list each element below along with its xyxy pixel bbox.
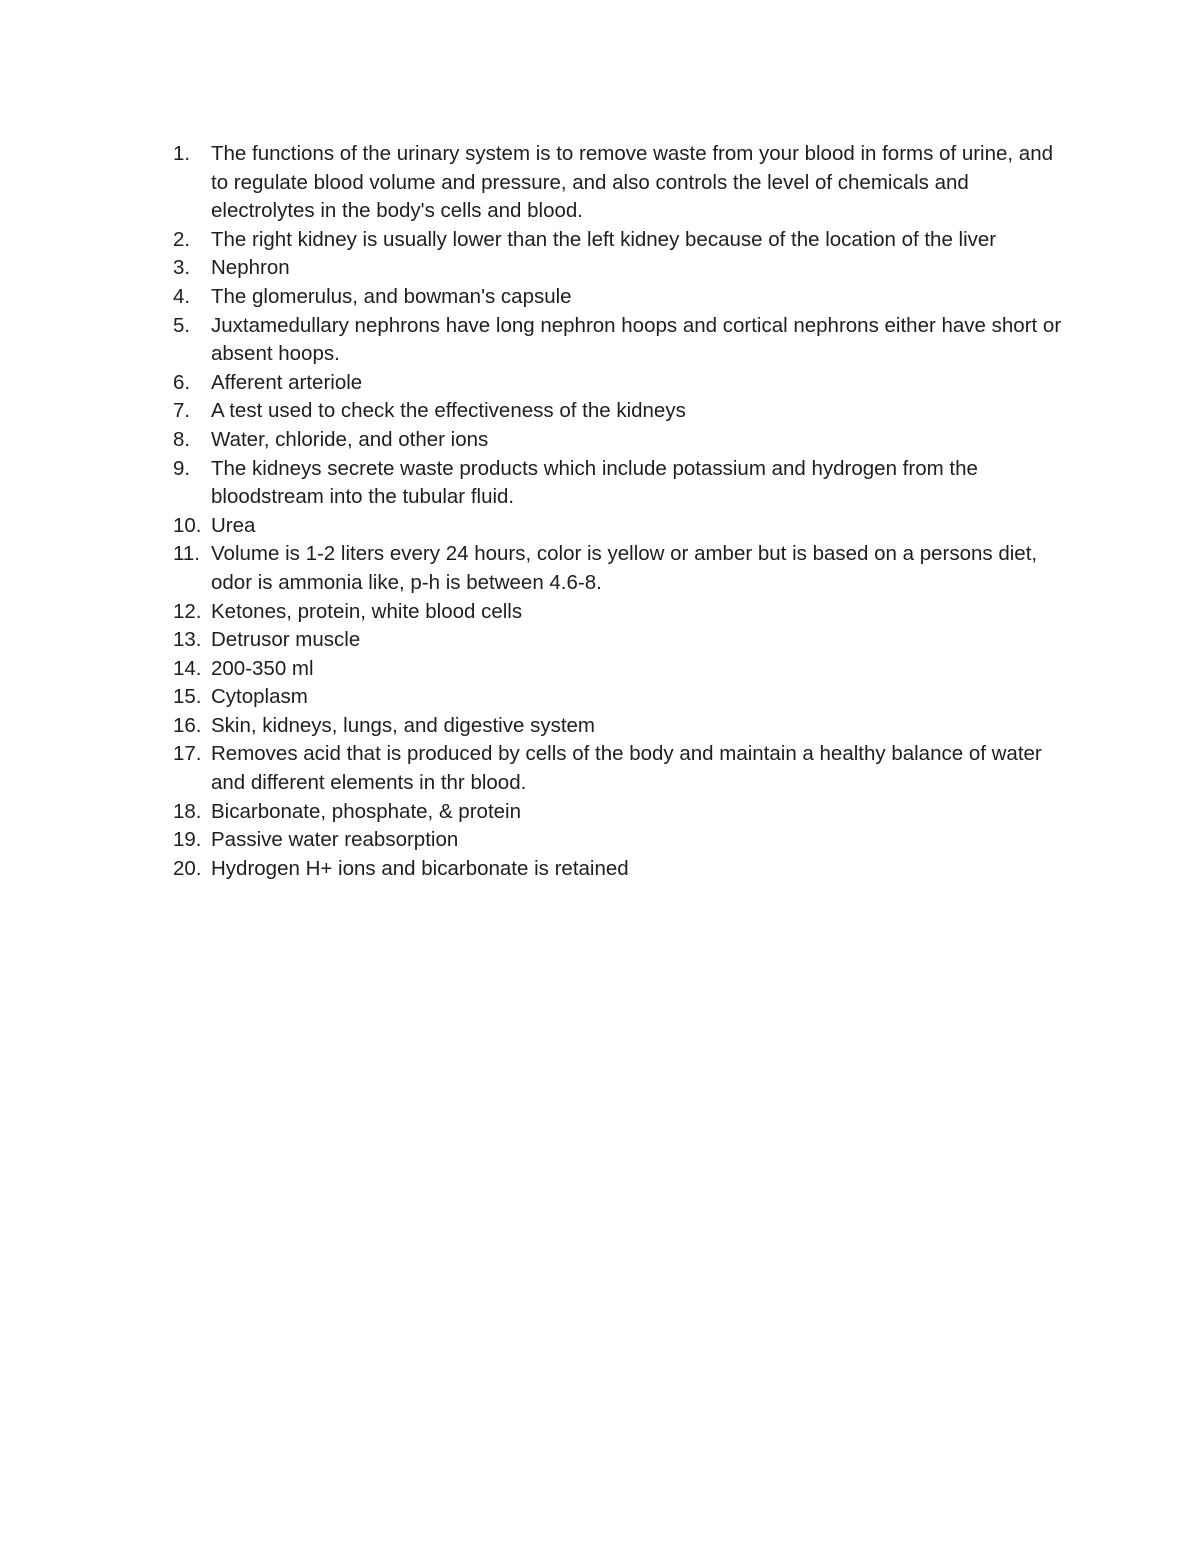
list-item-number: 7.	[173, 399, 191, 423]
list-item	[173, 540, 1073, 597]
list-item	[173, 626, 1073, 655]
list-item-text: Water, chloride, and other ions	[211, 427, 489, 451]
list-item	[173, 426, 1073, 455]
list-item	[173, 598, 1073, 627]
list-item	[173, 369, 1073, 398]
list-item-text: Passive water reabsorption	[211, 828, 459, 852]
list-item-number: 3.	[173, 256, 191, 280]
list-item-text: Hydrogen H+ ions and bicarbonate is retained	[211, 856, 629, 880]
list-item	[173, 283, 1073, 312]
list-item	[173, 226, 1073, 255]
list-item	[173, 455, 1073, 512]
list-item-text: Juxtamedullary nephrons have long nephron hoops and cortical nephrons either have short or absent hoops.	[211, 313, 1062, 366]
list-item-text: The right kidney is usually lower than the left kidney because of the location of the liver	[211, 227, 997, 251]
list-item-number: 4.	[173, 284, 191, 308]
list-item-number: 16.	[173, 713, 202, 737]
list-item-text: Ketones, protein, white blood cells	[211, 599, 523, 623]
list-item-text: Urea	[211, 513, 256, 537]
list-item	[173, 397, 1073, 426]
list-item-text: Nephron	[211, 256, 290, 280]
list-item-number: 9.	[173, 456, 191, 480]
list-item-text: Volume is 1-2 liters every 24 hours, color is yellow or amber but is based on a persons diet, odor is ammonia like, p-h is between 4.6-8.	[211, 542, 1038, 594]
list-item	[173, 254, 1073, 283]
list-item-number: 14.	[173, 656, 202, 680]
list-item-text: Skin, kidneys, lungs, and digestive system	[211, 713, 595, 737]
list-item-text: Cytoplasm	[211, 685, 308, 709]
list-item-number: 1.	[173, 142, 191, 165]
list-item	[173, 312, 1073, 369]
list-item-number: 13.	[173, 628, 202, 652]
list-item-text: A test used to check the effectiveness of the kidneys	[211, 399, 686, 423]
list-item-text: Bicarbonate, phosphate, & protein	[211, 799, 521, 823]
list-item-text: Removes acid that is produced by cells of the body and maintain a healthy balance of water and different elements in thr blood.	[211, 742, 1042, 795]
list-item-number: 8.	[173, 427, 191, 451]
list-item-text: The kidneys secrete waste products which include potassium and hydrogen from the bloodstream into the tubular fluid.	[211, 456, 978, 509]
list-item-text: The functions of the urinary system is to remove waste from your blood in forms of urine, and to regulate blood volume and pressure, and also controls the level of chemicals and electrolytes in the body's cells and blood.	[211, 142, 1054, 223]
list-item	[173, 826, 1073, 855]
list-item-number: 11.	[173, 542, 200, 566]
list-item-number: 15.	[173, 685, 202, 709]
list-item-number: 18.	[173, 799, 202, 823]
list-item	[173, 798, 1073, 827]
list-item-number: 6.	[173, 370, 191, 394]
list-item-number: 20.	[173, 856, 202, 880]
numbered-answer-list	[173, 140, 1073, 883]
list-item-number: 17.	[173, 742, 202, 766]
list-item-number: 19.	[173, 828, 202, 852]
list-item-number: 12.	[173, 599, 202, 623]
list-item	[173, 512, 1073, 541]
list-item-text: Afferent arteriole	[211, 370, 363, 394]
list-item	[173, 683, 1073, 712]
list-item	[173, 140, 1073, 226]
list-item-number: 5.	[173, 313, 191, 337]
list-item	[173, 855, 1073, 884]
list-item-text: The glomerulus, and bowman's capsule	[211, 284, 572, 308]
list-item	[173, 712, 1073, 741]
list-item	[173, 740, 1073, 797]
list-item-number: 10.	[173, 513, 202, 537]
list-item-text: Detrusor muscle	[211, 628, 361, 652]
list-item-text: 200-350 ml	[211, 656, 314, 680]
list-item	[173, 655, 1073, 684]
list-item-number: 2.	[173, 227, 191, 251]
